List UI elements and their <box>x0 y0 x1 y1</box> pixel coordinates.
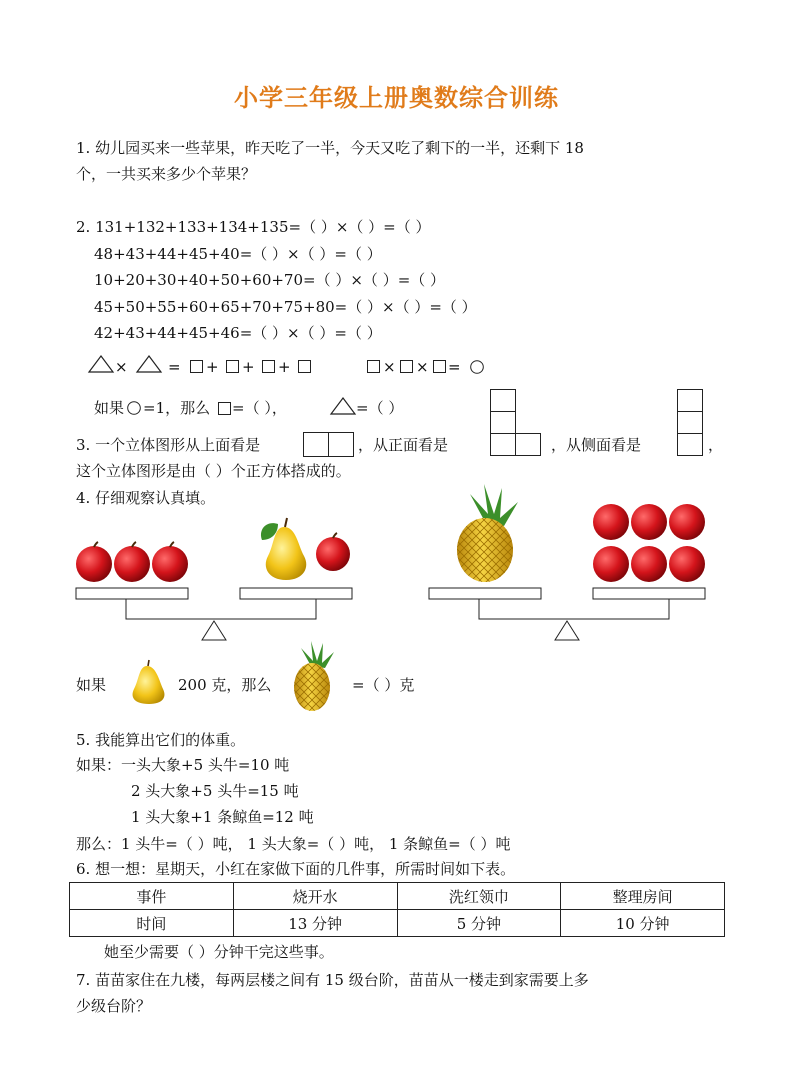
table-cell: 洗红领巾 <box>397 883 561 910</box>
apple-icon <box>316 533 350 571</box>
apple-icon <box>152 542 188 582</box>
equals-sign: = <box>168 358 181 376</box>
right-balance-scale <box>429 588 705 640</box>
apple-icon <box>669 546 705 582</box>
q2-row-2: 48+43+44+45+40=（ ）×（ ）=（ ） <box>94 245 382 263</box>
q4-weight-text: 200 克，那么 <box>178 676 272 694</box>
pineapple-icon <box>294 641 334 711</box>
q3-part3: ，从侧面看是 <box>551 436 642 454</box>
q2-row-1: 2. 131+132+133+134+135=（ ）×（ ）=（ ） <box>76 218 431 236</box>
table-row <box>70 910 725 937</box>
q3-part2: ，从正面看是 <box>358 436 449 454</box>
q5-answer: 那么：1 头牛=（ ）吨， 1 头大象=（ ）吨， 1 条鲸鱼=（ ）吨 <box>76 835 511 853</box>
q3-part4: ， <box>708 436 724 454</box>
pineapple-icon <box>457 484 518 582</box>
square-answer-text: =（ ）， <box>232 399 287 417</box>
table-cell: 整理房间 <box>561 883 725 910</box>
circle-value-text: =1，那么 <box>143 399 211 417</box>
q5-heading: 5. 我能算出它们的体重。 <box>76 731 246 749</box>
apple-icon <box>593 504 629 540</box>
q4-answer-text: =（ ）克 <box>352 676 415 694</box>
equals-sign: = <box>448 358 461 376</box>
q1-line2: 个，一共买来多少个苹果？ <box>76 165 257 183</box>
q7-line2: 少级台阶？ <box>76 997 152 1015</box>
table-cell: 烧开水 <box>233 883 397 910</box>
q4-heading: 4. 仔细观察认真填。 <box>76 489 216 507</box>
left-balance-scale <box>76 588 352 640</box>
times-sign: × <box>383 358 396 376</box>
table-cell: 13 分钟 <box>233 910 397 937</box>
q2-row-4: 45+50+55+60+65+70+75+80=（ ）×（ ）=（ ） <box>94 298 477 316</box>
q7-line1: 7. 苗苗家住在九楼，每两层楼之间有 15 级台阶，苗苗从一楼走到家需要上多 <box>76 971 589 989</box>
q3-part1: 3. 一个立体图形从上面看是 <box>76 436 261 454</box>
plus-sign: + <box>206 358 219 376</box>
table-cell: 时间 <box>70 910 234 937</box>
q1-line1: 1. 幼儿园买来一些苹果，昨天吃了一半，今天又吃了剩下的一半，还剩下 18 <box>76 139 584 157</box>
if-label: 如果 <box>94 399 125 417</box>
q5-line3: 1 头大象+1 条鲸鱼=12 吨 <box>131 808 314 826</box>
q3-line2: 这个立体图形是由（ ）个正方体搭成的。 <box>76 462 351 480</box>
pear-icon <box>133 660 165 704</box>
q2-row-5: 42+43+44+45+46=（ ）×（ ）=（ ） <box>94 324 382 342</box>
apple-icon <box>631 504 667 540</box>
q2-row-3: 10+20+30+40+50+60+70=（ ）×（ ）=（ ） <box>94 271 446 289</box>
pear-icon <box>261 518 306 580</box>
table-row <box>70 883 725 910</box>
times-sign: × <box>115 358 128 376</box>
q5-line1: 如果：一头大象+5 头牛=10 吨 <box>76 756 290 774</box>
table-cell: 10 分钟 <box>561 910 725 937</box>
apple-icon <box>669 504 705 540</box>
apple-icon <box>593 546 629 582</box>
plus-sign: + <box>242 358 255 376</box>
times-sign: × <box>416 358 429 376</box>
q4-if-label: 如果 <box>76 676 107 694</box>
q6-heading: 6. 想一想：星期天，小红在家做下面的几件事，所需时间如下表。 <box>76 860 516 878</box>
time-table <box>69 882 725 937</box>
table-cell: 事件 <box>70 883 234 910</box>
apple-icon <box>631 546 667 582</box>
q5-line2: 2 头大象+5 头牛=15 吨 <box>131 782 299 800</box>
triangle-answer-text: =（ ） <box>356 399 404 417</box>
table-cell: 5 分钟 <box>397 910 561 937</box>
q6-footer: 她至少需要（ ）分钟干完这些事。 <box>104 943 334 961</box>
apple-icon <box>76 542 112 582</box>
page-title: 小学三年级上册奥数综合训练 <box>234 84 559 112</box>
apple-icon <box>114 542 150 582</box>
plus-sign: + <box>278 358 291 376</box>
